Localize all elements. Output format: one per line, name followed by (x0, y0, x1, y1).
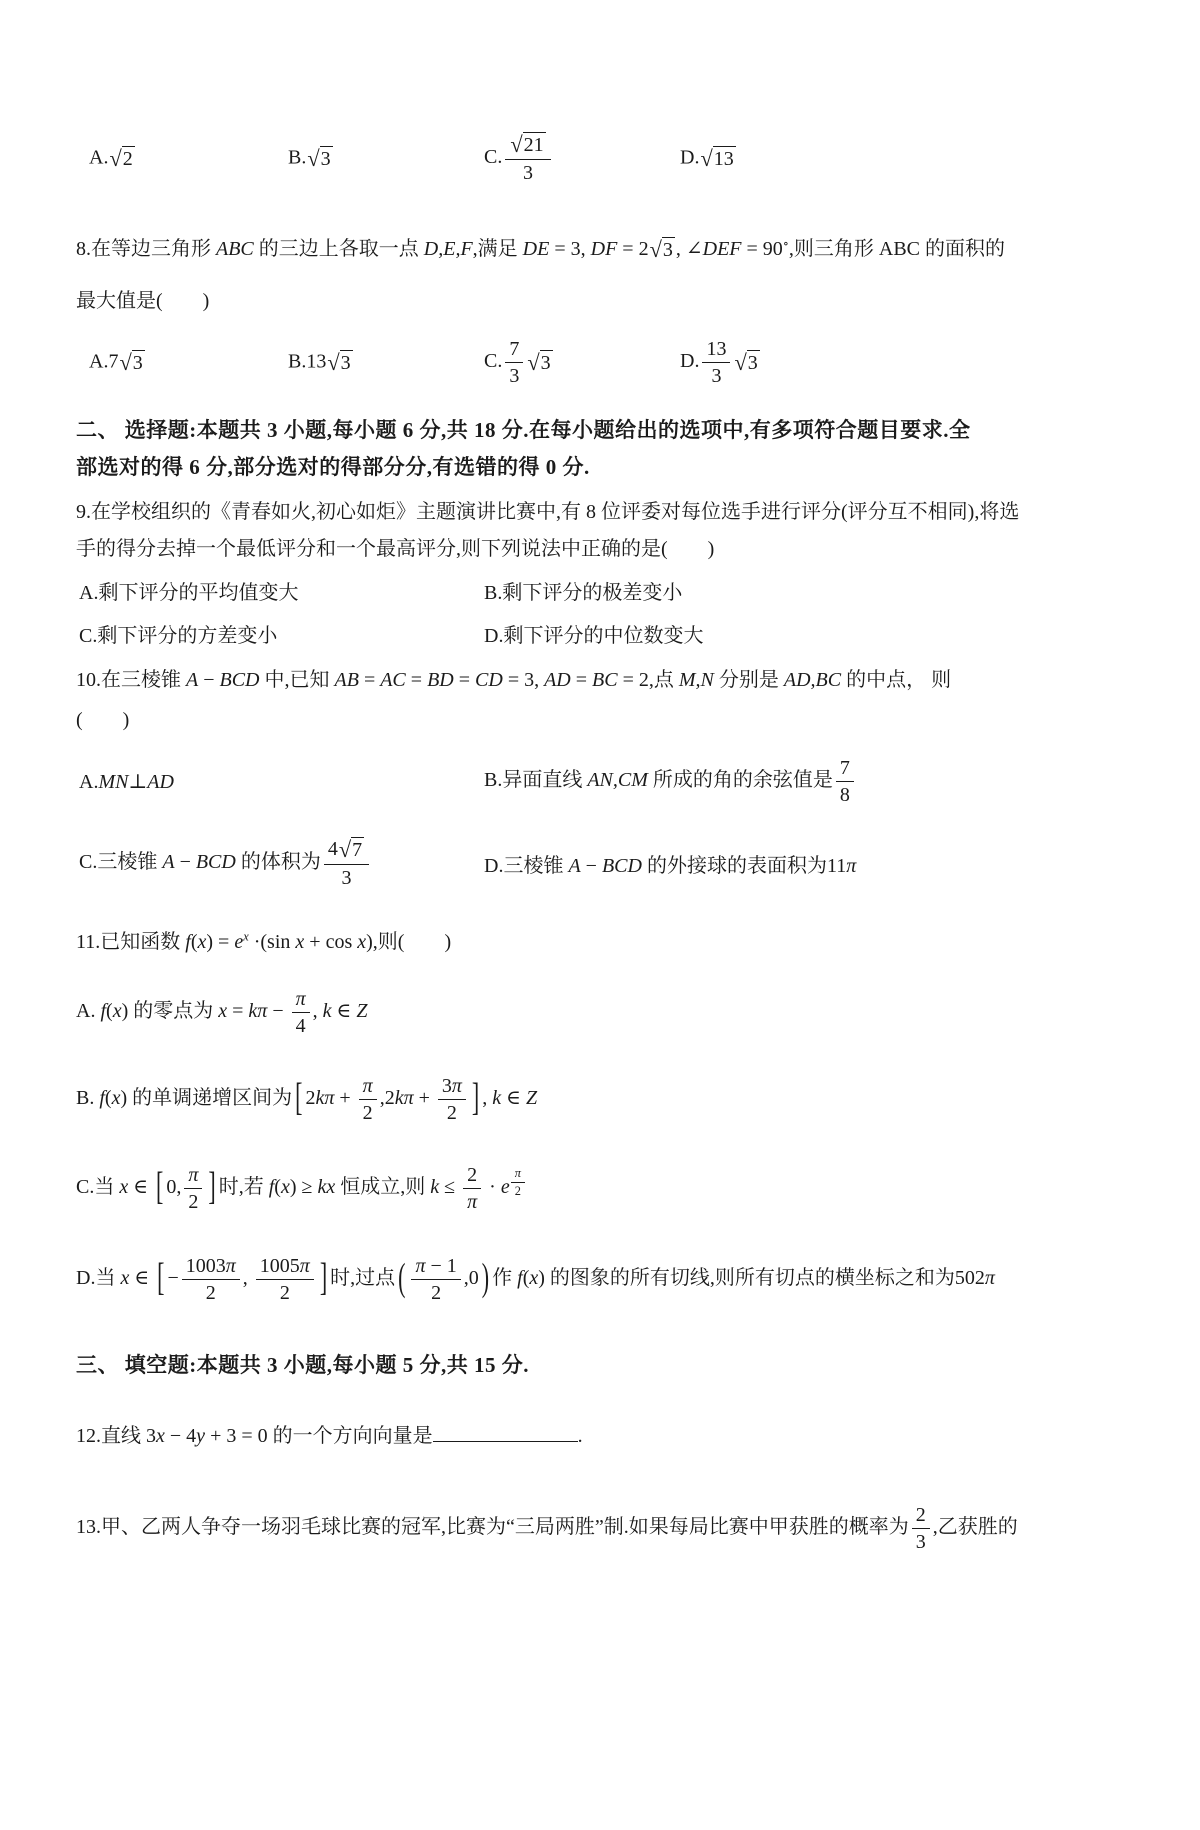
q11-stem: 11.已知函数 $f(x) = e^x \cdot(\sin$ x + cos x),则( ) (76, 929, 452, 953)
q10-options-row-cd (76, 837, 1144, 890)
q9-option-d: D.剩下评分的中位数变大 (484, 625, 704, 647)
q8-options-row (76, 337, 1144, 388)
q8-option-b: B.13 √ 3 (288, 349, 351, 375)
q9-options-row-cd (76, 619, 1144, 648)
q7-option-a: A. √ 2 (89, 145, 133, 171)
q7-option-c: C. √ 21 3 (484, 132, 680, 185)
q10-option-b: B.异面直线 AN,CM 所成的角的余弦值是 $\frac{7}{8}$ (484, 756, 1144, 807)
q11-option-d: D.当 x ∈ [ − 1003 π 2 , 1005 π 2 ] 时,过点 ( π − 1 2 ,0 ) 作 f(x) 的图象的所有切线,则所有切点的横坐标之和为502π (76, 1254, 995, 1304)
q11-option-c: C.当 x ∈ [ 0, $\frac{\pi}{2}$ ] 时,若 f(x) ≥ kx 恒成立,则 k ≤ $\frac{2}{\pi}$ · e $^{\frac{\pi}{2}}$ (76, 1163, 1144, 1214)
q8-option-c: C. $\frac{7}{3}$ √ 3 (484, 338, 551, 387)
q11-option-b: B. f(x) 的单调递增区间为 [ 2kπ + $\frac{\pi}{2}$ ,2kπ + 3 π 2 ] , k ∈ Z (76, 1074, 538, 1124)
q13-stem: 13.甲、乙两人争夺一场羽毛球比赛的冠军,比赛为“三局两胜”制.如果每局比赛中甲获胜的概率为 $\frac{2}{3}$ ,乙获胜的 (76, 1504, 1018, 1553)
exam-page (0, 132, 1200, 1554)
q10-option-a: A.MN⊥AD (79, 771, 174, 793)
q10-option-c: C.三棱锥 A − BCD 的体积为 4 √ 7 3 (79, 837, 484, 890)
q8-stem: 8.在等边三角形 ABC 的三边上各取一点 D,E,F,满足 DE = 3, DF = 2 √ 3 , ∠DEF = 90∘,则三角形 ABC 的面积的 最大值是( ) (76, 236, 1006, 312)
q12-stem: 12.直线 3x − 4y + 3 = 0 的一个方向向量是 . (76, 1418, 1144, 1455)
q10-stem: 10.在三棱锥 A − BCD 中,已知 AB = AC = BD = CD = 3, AD = BC = 2,点 M,N 分别是 AD,BC 的中点， 则 ( ) (76, 669, 952, 731)
q7-option-b: B. √ 3 (288, 145, 331, 171)
q8-option-d: D. $\frac{13}{3}$ √ 3 (680, 338, 758, 387)
q9-options-row-ab (76, 576, 1144, 605)
q7-options-row (76, 132, 1144, 185)
q9-stem: 9.在学校组织的《青春如火,初心如炬》主题演讲比赛中,有 8 位评委对每位选手进行评分(评分互不相同),将选 手的得分去掉一个最低评分和一个最高评分,则下列说法中正确的是( ) (76, 501, 1020, 560)
section2-header: 二、 选择题:本题共 3 小题,每小题 6 分,共 18 分.在每小题给出的选项中,有多项符合题目要求.全 部选对的得 6 分,部分选对的得部分分,有选错的得 0 分. (76, 418, 971, 479)
q8-option-a: A.7 √ 3 (89, 349, 143, 375)
q9-option-a: A.剩下评分的平均值变大 (79, 582, 299, 604)
q7-option-d: D. √ 13 (680, 145, 734, 171)
q11-option-a: A. f(x) 的零点为 x = kπ − $\frac{\pi}{4}$ , k ∈ Z (76, 988, 368, 1037)
q10-options-row-ab (76, 756, 1144, 807)
q9-option-b: B.剩下评分的极差变小 (484, 582, 683, 604)
q10-option-d: D.三棱锥 A − BCD 的外接球的表面积为11π (484, 855, 857, 877)
q9-option-c: C.剩下评分的方差变小 (79, 625, 278, 647)
section3-header: 三、 填空题:本题共 3 小题,每小题 5 分,共 15 分. (76, 1353, 529, 1377)
